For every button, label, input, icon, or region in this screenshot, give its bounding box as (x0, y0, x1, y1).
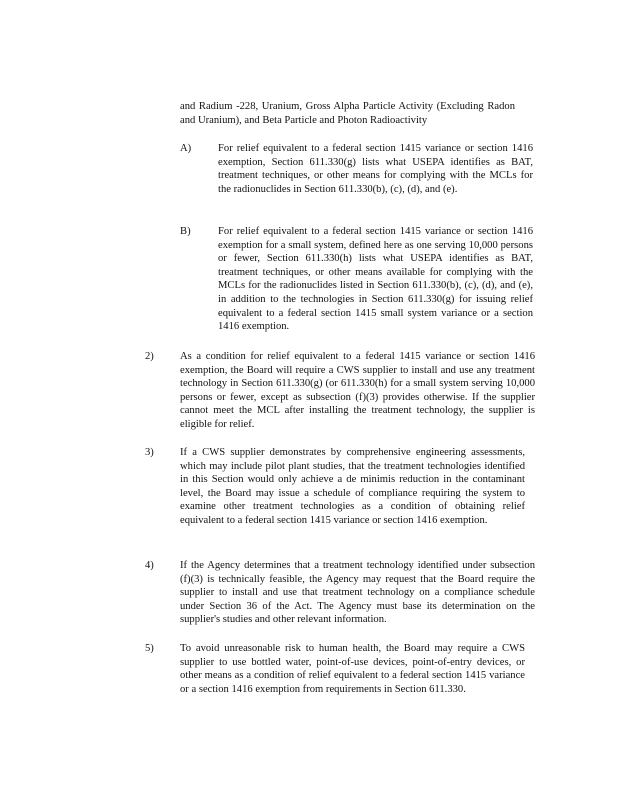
intro-text: and Radium -228, Uranium, Gross Alpha Particle Activity (Excluding Radon and Uranium), and Beta Particle and Photon Radioactivity (180, 101, 515, 126)
paragraph-text-2: As a condition for relief equivalent to a federal 1415 variance or section 1416 exemption, the Board will require a CWS supplier to install and use any treatment technology in Section 611.330(g) (or 611.330(h) for a small system serving 10,000 persons or fewer, except as subsection (f)(3) provides otherwise. If the supplier cannot meet the MCL after installing the treatment technology, the supplier is eligible for relief. (180, 351, 535, 430)
paragraph-label-3: 3) (145, 447, 154, 458)
paragraph-label-2: 2) (145, 351, 154, 362)
paragraph-label-4: 4) (145, 560, 154, 571)
sub-item-text-b: For relief equivalent to a federal section 1415 variance or section 1416 exemption for a small system, defined here as one serving 10,000 persons or fewer, Section 611.330(h) lists what USEPA identifies as BAT, treatment techniques, or other means available for complying with the MCLs for the radionuclides listed in Section 611.330(b), (c), (d), and (e), in addition to the technologies in Section 611.330(g) for issuing relief equivalent to a federal section 1415 small system variance or a section 1416 exemption. (218, 226, 533, 333)
paragraph-text-4: If the Agency determines that a treatment technology identified under subsection (f)(3) is technically feasible, the Agency may request that the Board require the supplier to install and use that treatment technology on a compliance schedule under Section 36 of the Act. The Agency must base its determination on the supplier's studies and other relevant information. (180, 560, 535, 626)
sub-item-text-a: For relief equivalent to a federal section 1415 variance or section 1416 exemption, Section 611.330(g) lists what USEPA identifies as BAT, treatment techniques, or other means for complying with the MCLs for the radionuclides in Section 611.330(b), (c), (d), and (e). (218, 143, 533, 195)
sub-item-label-a: A) (180, 143, 192, 154)
paragraph-label-5: 5) (145, 643, 154, 654)
sub-item-label-b: B) (180, 226, 191, 237)
paragraph-text-5: To avoid unreasonable risk to human health, the Board may require a CWS supplier to use bottled water, point-of-use devices, point-of-entry devices, or other means as a condition of relief equivalent to a federal section 1415 variance or a section 1416 exemption from requirements in Section 611.330. (180, 643, 525, 695)
paragraph-text-3: If a CWS supplier demonstrates by comprehensive engineering assessments, which may include pilot plant studies, that the treatment technologies identified in this Section would only achieve a de minimis reduction in the contaminant level, the Board may issue a schedule of compliance requiring the system to examine other treatment technologies as a condition of obtaining relief equivalent to a federal section 1415 variance or section 1416 exemption. (180, 447, 525, 526)
